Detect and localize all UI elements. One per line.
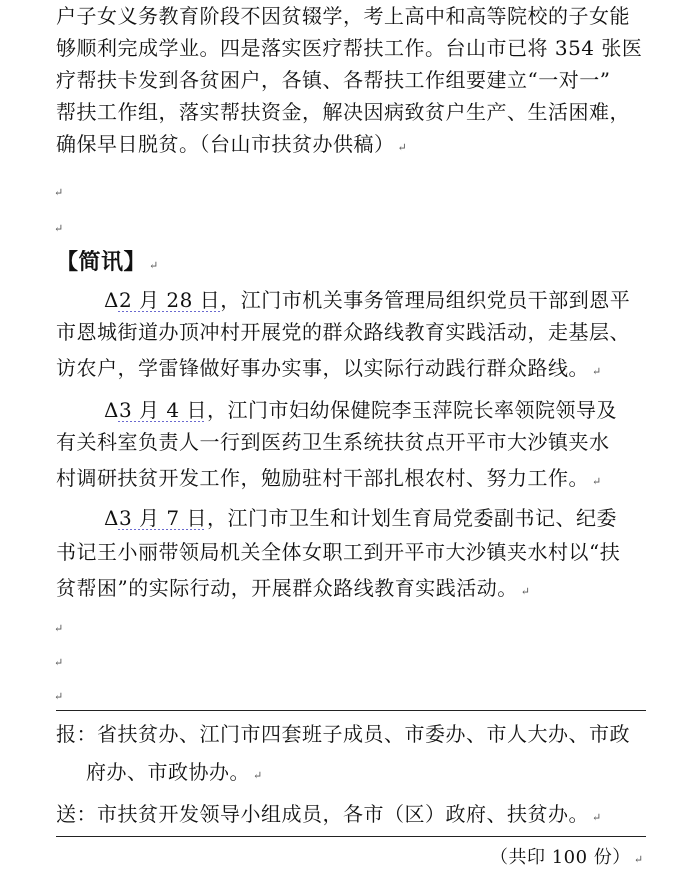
bottom-divider <box>56 836 646 837</box>
top-divider <box>56 710 646 711</box>
paragraph-mark: ↵ <box>592 365 602 378</box>
paragraph-mark: ↵ <box>520 585 531 598</box>
news-item-3-line-2: 书记王小丽带领局机关全体女职工到开平市大沙镇夹水村以“扶 <box>56 540 621 564</box>
intro-line-3: 疗帮扶卡发到各贫困户，各镇、各帮扶工作组要建立“一对一” <box>56 68 611 92</box>
empty-paragraph-mark: ↵ <box>54 222 64 235</box>
empty-paragraph-mark: ↵ <box>54 690 64 703</box>
paragraph-mark: ↵ <box>592 811 602 824</box>
print-count: （共印 100 份） <box>490 847 631 868</box>
intro-line-5: 确保早日脱贫。（台山市扶贫办供稿） ↵ <box>56 132 408 156</box>
send-label: 送： <box>56 802 97 826</box>
news-item-3-line-3: 贫帮困”的实际行动，开展群众路线教育实践活动。 ↵ <box>56 576 531 600</box>
paragraph-mark: ↵ <box>397 141 408 154</box>
bullet-delta: Δ <box>104 506 119 530</box>
section-heading-row <box>56 250 656 278</box>
bullet-delta: Δ <box>104 288 119 312</box>
bullet-delta: Δ <box>104 398 119 422</box>
section-heading: 【简讯】 <box>56 250 147 275</box>
news-item-2-line-3: 村调研扶贫开发工作，勉励驻村干部扎根农村、努力工作。 ↵ <box>56 466 602 490</box>
news-item-2-line-2: 有关科室负责人一行到医药卫生系统扶贫点开平市大沙镇夹水 <box>56 430 610 454</box>
paragraph-mark: ↵ <box>633 853 644 866</box>
send-line <box>56 802 646 830</box>
print-count-line <box>490 846 660 872</box>
news-item-2-line-1: Δ3 月 4 日，江门市妇幼保健院李玉萍院长率领院领导及 <box>104 398 617 422</box>
paragraph-mark: ↵ <box>149 259 159 272</box>
news-item-1-line-3: 访农户，学雷锋做好事办实事，以实际行动践行群众路线。 ↵ <box>56 356 602 380</box>
news-item-date: 3 月 4 日 <box>118 398 207 422</box>
news-item-1-line-1: Δ2 月 28 日，江门市机关事务管理局组织党员干部到恩平 <box>104 288 631 312</box>
empty-paragraph-mark: ↵ <box>54 656 64 669</box>
paragraph-mark: ↵ <box>253 769 263 782</box>
intro-line-4: 帮扶工作组，落实帮扶资金，解决因病致贫户生产、生活困难， <box>56 100 630 124</box>
news-item-3-line-1: Δ3 月 7 日，江门市卫生和计划生育局党委副书记、纪委 <box>104 506 617 530</box>
report-label: 报： <box>56 722 97 746</box>
intro-line-2: 够顺利完成学业。四是落实医疗帮扶工作。台山市已将 354 张医 <box>56 36 643 60</box>
news-item-date: 3 月 7 日 <box>118 506 207 530</box>
intro-line-1: 户子女义务教育阶段不因贫辍学，考上高中和高等院校的子女能 <box>56 4 630 28</box>
news-item-date: 2 月 28 日 <box>118 288 221 312</box>
news-item-1-line-2: 市恩城街道办顶冲村开展党的群众路线教育实践活动，走基层、 <box>56 320 630 344</box>
empty-paragraph-mark: ↵ <box>54 186 64 199</box>
report-line-2: 府办、市政协办。 ↵ <box>86 760 263 784</box>
report-line-1 <box>56 722 646 746</box>
paragraph-mark: ↵ <box>592 475 602 488</box>
report-recipients: 省扶贫办、江门市四套班子成员、市委办、市人大办、市政 <box>97 722 630 746</box>
send-recipients: 市扶贫开发领导小组成员，各市（区）政府、扶贫办。 <box>97 802 589 826</box>
empty-paragraph-mark: ↵ <box>54 622 64 635</box>
